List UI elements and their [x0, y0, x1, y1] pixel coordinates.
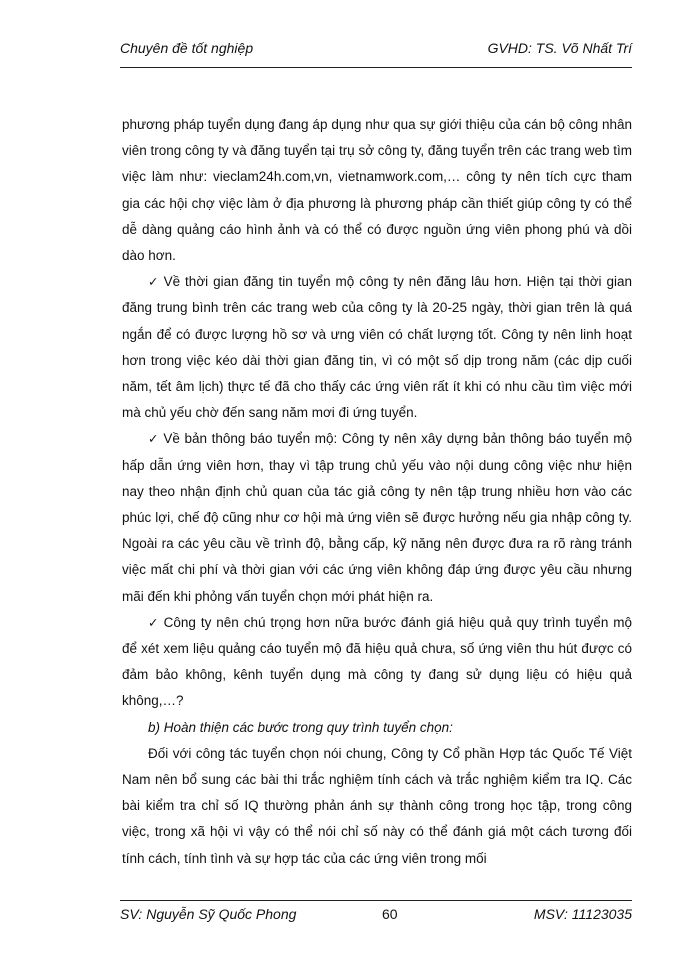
document-title: Chuyên đề tốt nghiệp: [120, 40, 254, 56]
paragraph-job-announcement: [122, 426, 632, 609]
advisor-name: GVHD: TS. Võ Nhất Trí: [487, 40, 632, 56]
paragraph-effectiveness: [122, 610, 632, 715]
paragraph-text: Về thời gian đăng tin tuyển mộ công ty nên đăng lâu hơn. Hiện tại thời gian đăng trung bình trên các trang web của công ty là 20-25 ngày, thời gian trên là quá ngắn để có được lượng hồ sơ và ưng viên có chất lượng tốt. Công ty nên linh hoạt hơn trong việc kéo dài thời gian đăng tin, vì có một số dịp trong năm (các dịp cuối năm, tết âm lịch) thực tế đã cho thấy các ứng viên rất ít khi có nhu cầu tìm việc mới mà chủ yếu chờ đến sang năm mơi đi ứng tuyển.: [122, 274, 632, 421]
student-name: SV: Nguyễn Sỹ Quốc Phong: [120, 906, 297, 922]
header-divider: [120, 67, 632, 68]
paragraph-text: Công ty nên chú trọng hơn nữa bước đánh giá hiệu quả quy trình tuyển mộ để xét xem liệu quảng cáo tuyển mộ đã hiệu quả chưa, số ứng viên thu hút được có đảm bảo không, kênh tuyển dụng mà công ty đang sử dụng liệu có hiệu quả không,…?: [122, 614, 632, 709]
check-icon: ✓: [148, 431, 160, 447]
page-body: [122, 112, 632, 872]
page-header: [120, 36, 632, 62]
check-icon: ✓: [148, 274, 160, 290]
paragraph-recruitment-methods: phương pháp tuyển dụng đang áp dụng như qua sự giới thiệu của cán bộ công nhân viên trong công ty và đăng tuyển tại trụ sở công ty, đăng tuyển trên các trang web tìm việc làm như: vieclam24h.com,vn, vietnamwork.com,… công ty nên tích cực tham gia các hội chợ việc làm ở địa phương là phương pháp cần thiết giúp công ty có thể dễ dàng quảng cáo hình ảnh và có thể có được nguồn ứng viên phong phú và dồi dào hơn.: [122, 117, 632, 264]
check-icon: ✓: [148, 614, 160, 630]
student-id: MSV: 11123035: [533, 906, 632, 922]
paragraph-posting-duration: [122, 269, 632, 426]
page-footer: [120, 904, 632, 926]
section-subheading: b) Hoàn thiện các bước trong quy trình tuyển chọn:: [148, 719, 453, 735]
paragraph-text: Về bản thông báo tuyển mộ: Công ty nên xây dựng bản thông báo tuyển mộ hấp dẫn ứng viên hơn, thay vì tập trung chủ yếu vào nội dung công việc như hiện nay theo nhận định chủ quan của tác giả công ty nên tập trung nhiều hơn vào các phúc lợi, chế độ cũng như cơ hội mà ứng viên sẽ được hưởng nếu gia nhập công ty. Ngoài ra các yêu cầu về trình độ, bằng cấp, kỹ năng nên được đưa ra rõ ràng tránh việc mất chi phí và thời gian với các ứng viên không đáp ứng được yêu cầu nhưng mãi đến khi phỏng vấn tuyển chọn mới phát hiện ra.: [122, 431, 632, 604]
paragraph-selection: Đối với công tác tuyển chọn nói chung, Công ty Cổ phần Hợp tác Quốc Tế Việt Nam nên bổ sung các bài thi trắc nghiệm tính cách và trắc nghiệm kiểm tra IQ. Các bài kiểm tra chỉ số IQ thường phản ánh sự thành công trong học tập, trong công việc, trong xã hội vì vậy có thể nói chỉ số này có thể đánh giá một cách tương đối tính cách, tính tình và sự hợp tác của các ứng viên trong mối: [122, 745, 632, 866]
page-number: 60: [382, 906, 398, 922]
footer-divider: [120, 900, 632, 901]
